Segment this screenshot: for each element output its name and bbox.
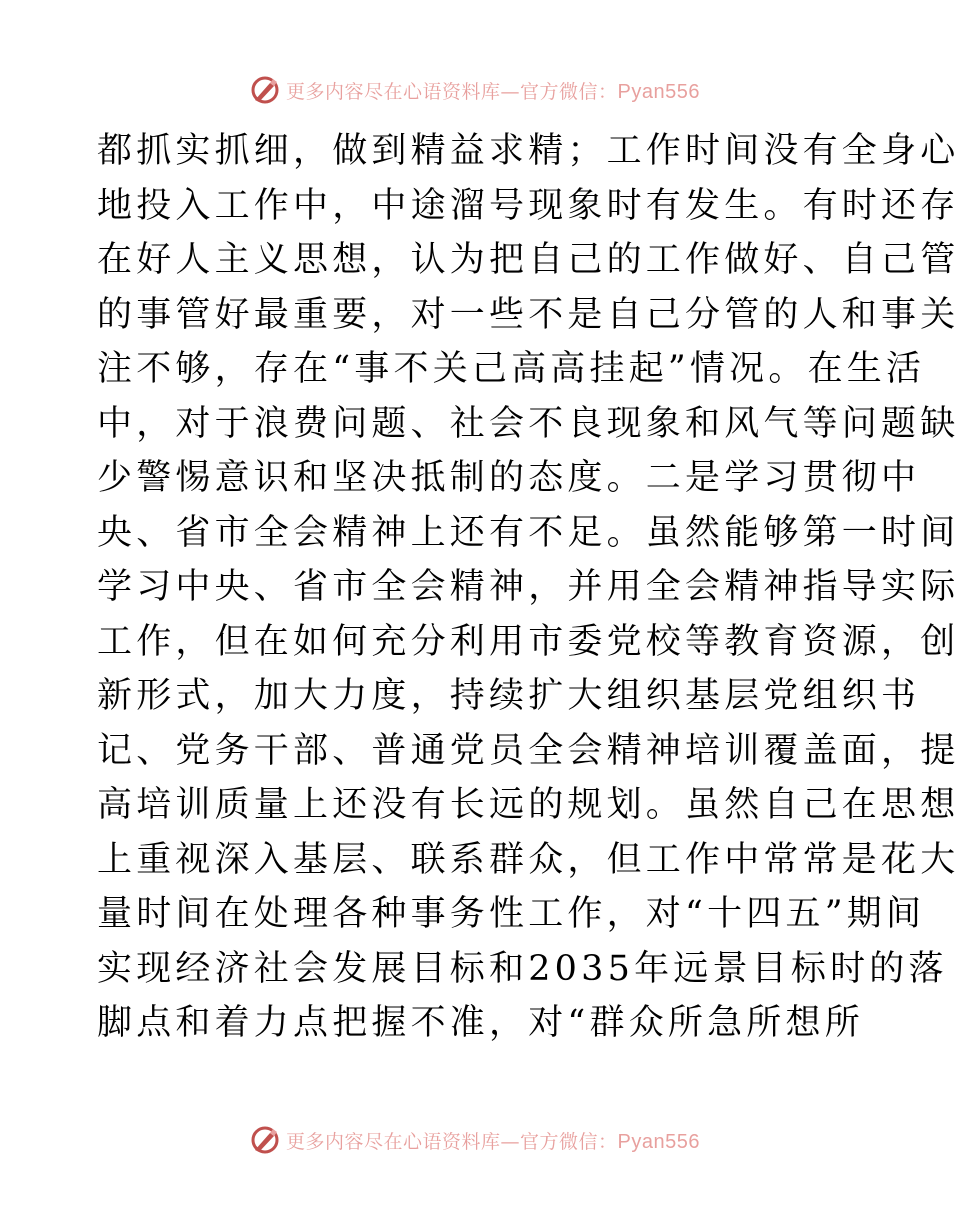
header-site-text <box>286 77 700 104</box>
footer-watermark <box>0 1120 950 1160</box>
text-line: 地投入工作中，中途溜号现象时有发生。有时还存 <box>97 185 959 226</box>
text-line: 都抓实抓细，做到精益求精；工作时间没有全身心 <box>97 131 959 171</box>
text-line: 量时间在处理各种事务性工作，对“十四五”期间 <box>97 894 926 934</box>
header-watermark <box>0 70 950 110</box>
text-line: 上重视深入基层、联系群众，但工作中常常是花大 <box>97 839 959 880</box>
footer-site-text <box>286 1127 700 1154</box>
text-line: 在好人主义思想，认为把自己的工作做好、自己管 <box>97 240 959 280</box>
text-line: 工作，但在如何充分利用市委党校等教育资源，创 <box>97 621 959 662</box>
text-line: 的事管好最重要，对一些不是自己分管的人和事关 <box>97 294 959 335</box>
text-line: 实现经济社会发展目标和2035年远景目标时的落 <box>97 948 948 989</box>
text-line: 高培训质量上还没有长远的规划。虽然自己在思想 <box>97 785 959 825</box>
text-line: 学习中央、省市全会精神，并用全会精神指导实际 <box>97 567 959 607</box>
text-line: 央、省市全会精神上还有不足。虽然能够第一时间 <box>97 512 959 553</box>
pen-circle-logo-icon <box>250 75 280 105</box>
text-line: 记、党务干部、普通党员全会精神培训覆盖面，提 <box>97 730 959 771</box>
text-line: 脚点和着力点把握不准，对“群众所急所想所 <box>97 1003 864 1043</box>
text-line: 新形式，加大力度，持续扩大组织基层党组织书 <box>97 676 921 716</box>
header-site-label: 更多内容尽在心语资料库—官方微信： <box>286 80 618 103</box>
text-line: 少警惕意识和坚决抵制的态度。二是学习贯彻中 <box>97 458 921 498</box>
footer-wechat-id: Pyan556 <box>617 1130 700 1153</box>
footer-site-label: 更多内容尽在心语资料库—官方微信： <box>286 1130 618 1153</box>
text-line: 中，对于浪费问题、社会不良现象和风气等问题缺 <box>97 403 959 444</box>
header-wechat-id: Pyan556 <box>617 80 700 103</box>
document-body <box>97 124 959 1051</box>
text-line: 注不够，存在“事不关己高高挂起”情况。在生活 <box>97 349 926 389</box>
pen-circle-logo-icon <box>250 1125 280 1155</box>
